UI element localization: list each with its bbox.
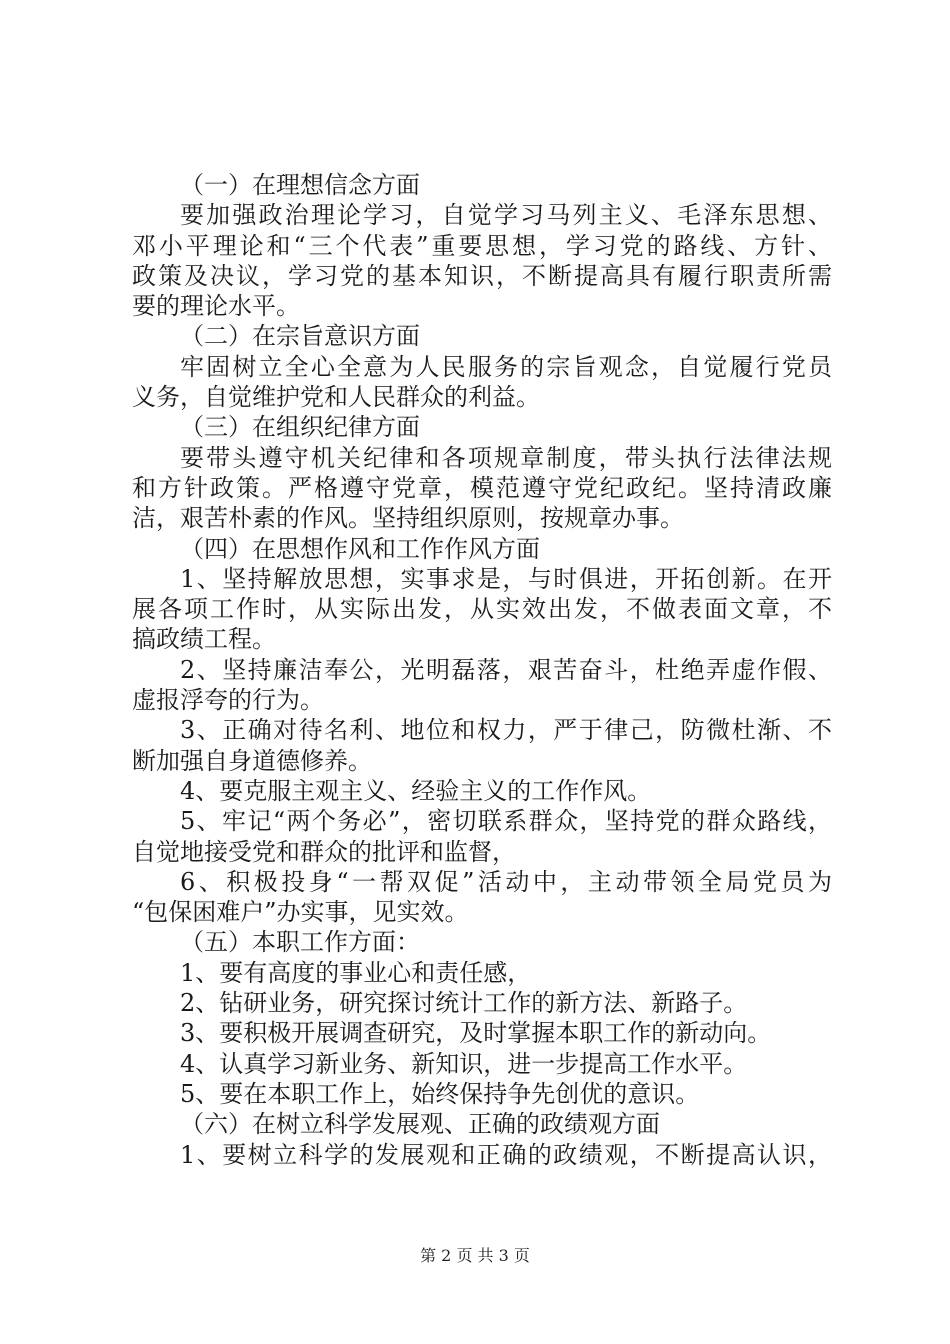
text-line: 虚报浮夸的行为。: [132, 686, 324, 715]
text-line: 2、坚持廉洁奉公，光明磊落，艰苦奋斗，杜绝弄虚作假、: [180, 655, 832, 684]
text-line: 牢固树立全心全意为人民服务的宗旨观念，自觉履行党员: [180, 352, 832, 381]
text-line: 1、要树立科学的发展观和正确的政绩观，不断提高认识，: [180, 1140, 832, 1169]
text-line: 4、认真学习新业务、新知识，进一步提高工作水平。: [180, 1049, 748, 1078]
text-line: 搞政绩工程。: [132, 625, 276, 654]
text-line: “包保困难户”办实事，见实效。: [132, 898, 469, 927]
text-line: 1、要有高度的事业心和责任感，: [180, 958, 532, 987]
text-line: 5、牢记“两个务必”，密切联系群众，坚持党的群众路线，: [180, 807, 832, 836]
text-line: 3、正确对待名利、地位和权力，严于律己，防微杜渐、不: [180, 716, 832, 745]
page-number-label: 第 2 页 共 3 页: [420, 1246, 530, 1265]
text-line: 6、积极投身“一帮双促”活动中，主动带领全局党员为: [180, 867, 832, 896]
text-line: 要加强政治理论学习，自觉学习马列主义、毛泽东思想、: [180, 201, 832, 230]
text-line: 要带头遵守机关纪律和各项规章制度，带头执行法律法规: [180, 443, 832, 472]
document-body: [132, 170, 832, 1170]
text-line: （五）本职工作方面：: [180, 928, 420, 957]
text-line: 展各项工作时，从实际出发，从实效出发，不做表面文章，不: [132, 595, 832, 624]
text-line: （二）在宗旨意识方面: [180, 322, 420, 351]
text-line: （三）在组织纪律方面: [180, 413, 420, 442]
text-line: 4、要克服主观主义、经验主义的工作作风。: [180, 776, 652, 805]
text-line: 1、坚持解放思想，实事求是，与时俱进，开拓创新。在开: [180, 564, 832, 593]
text-line: 邓小平理论和“三个代表”重要思想，学习党的路线、方针、: [132, 231, 832, 260]
text-line: 断加强自身道德修养。: [132, 746, 372, 775]
text-line: 3、要积极开展调查研究，及时掌握本职工作的新动向。: [180, 1019, 772, 1048]
text-line: 和方针政策。严格遵守党章，模范遵守党纪政纪。坚持清政廉: [132, 473, 832, 502]
text-line: （一）在理想信念方面: [180, 171, 420, 199]
text-line: 政策及决议，学习党的基本知识，不断提高具有履行职责所需: [132, 261, 832, 290]
text-line: 2、钻研业务，研究探讨统计工作的新方法、新路子。: [180, 989, 748, 1018]
text-line: 5、要在本职工作上，始终保持争先创优的意识。: [180, 1079, 700, 1108]
text-line: 要的理论水平。: [132, 292, 300, 321]
text-line: 洁，艰苦朴素的作风。坚持组织原则，按规章办事。: [132, 504, 684, 533]
text-line: 义务，自觉维护党和人民群众的利益。: [132, 383, 540, 412]
page-footer: [0, 1243, 950, 1266]
text-line: （四）在思想作风和工作作风方面: [180, 534, 540, 563]
text-line: （六）在树立科学发展观、正确的政绩观方面: [180, 1110, 660, 1139]
text-line: 自觉地接受党和群众的批评和监督，: [132, 837, 516, 866]
